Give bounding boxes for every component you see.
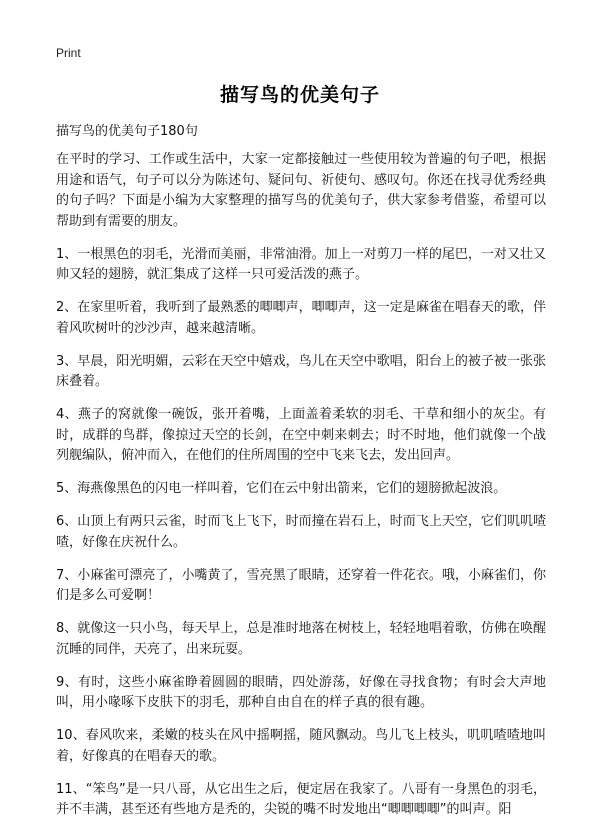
- sentence-paragraph-11: 11、“笨鸟”是一只八哥，从它出生之后，便定居在我家了。八哥有一身黑色的羽毛，并不丰满，甚至还有些地方是秃的，尖锐的嘴不时发地出“唧唧唧唧”的叫声。阳: [56, 781, 546, 817]
- sentence-paragraph-9: 9、有时，这些小麻雀睁着圆圆的眼睛，四处游荡，好像在寻找食物；有时会大声地叫，用小喙啄下皮肤下的羽毛，那种自由自在的样子真的很有趣。: [56, 674, 546, 710]
- sentence-paragraph-4: 4、燕子的窝就像一碗饭，张开着嘴，上面盖着柔软的羽毛、干草和细小的灰尘。有时，成群的鸟群，像掠过天空的长剑，在空中刺来刺去；时不时地，他们就像一个战列舰编队，俯冲而入，在他们的住所周围的空中飞来飞去，发出回声。: [56, 407, 546, 463]
- page-title: 描写鸟的优美句子: [219, 84, 380, 106]
- sentence-paragraph-5: 5、海燕像黑色的闪电一样叫着，它们在云中射出箭来，它们的翅膀掀起波浪。: [56, 481, 507, 496]
- print-link[interactable]: Print: [56, 46, 81, 60]
- article-subtitle: 描写鸟的优美句子180句: [56, 124, 198, 139]
- sentence-paragraph-10: 10、春风吹来，柔嫩的枝头在风中摇啊摇，随风飘动。鸟儿飞上枝头，叽叽喳喳地叫着，好像真的在唱春天的歌。: [56, 728, 546, 764]
- article-body: [56, 150, 546, 828]
- sentence-paragraph-8: 8、就像这一只小鸟，每天早上，总是准时地落在树枝上，轻轻地唱着歌，仿佛在唤醒沉睡的同伴，天亮了，出来玩耍。: [56, 621, 546, 657]
- intro-paragraph: 在平时的学习、工作或生活中，大家一定都接触过一些使用较为普遍的句子吧，根据用途和语气，句子可以分为陈述句、疑问句、祈使句、感叹句。你还在找寻优秀经典的句子吗？下面是小编为大家整理的描写鸟的优美句子，供大家参考借鉴，希望可以帮助到有需要的朋友。: [56, 152, 546, 229]
- sentence-paragraph-7: 7、小麻雀可漂亮了，小嘴黄了，雪亮黑了眼睛，还穿着一件花衣。哦，小麻雀们，你们是多么可爱啊！: [56, 567, 546, 603]
- sentence-paragraph-6: 6、山顶上有两只云雀，时而飞上飞下，时而撞在岩石上，时而飞上天空，它们叽叽喳喳，好像在庆祝什么。: [56, 514, 546, 550]
- sentence-paragraph-2: 2、在家里听着，我听到了最熟悉的唧唧声，唧唧声，这一定是麻雀在唱春天的歌，伴着风吹树叶的沙沙声，越来越清晰。: [56, 300, 546, 336]
- sentence-paragraph-1: 1、一根黑色的羽毛，光滑而美丽，非常油滑。加上一对剪刀一样的尾巴，一对又壮又帅又轻的翅膀，就汇集成了这样一只可爱活泼的燕子。: [56, 246, 546, 282]
- sentence-paragraph-3: 3、早晨，阳光明媚，云彩在天空中嬉戏，鸟儿在天空中歌唱，阳台上的被子被一张张床叠着。: [56, 353, 546, 389]
